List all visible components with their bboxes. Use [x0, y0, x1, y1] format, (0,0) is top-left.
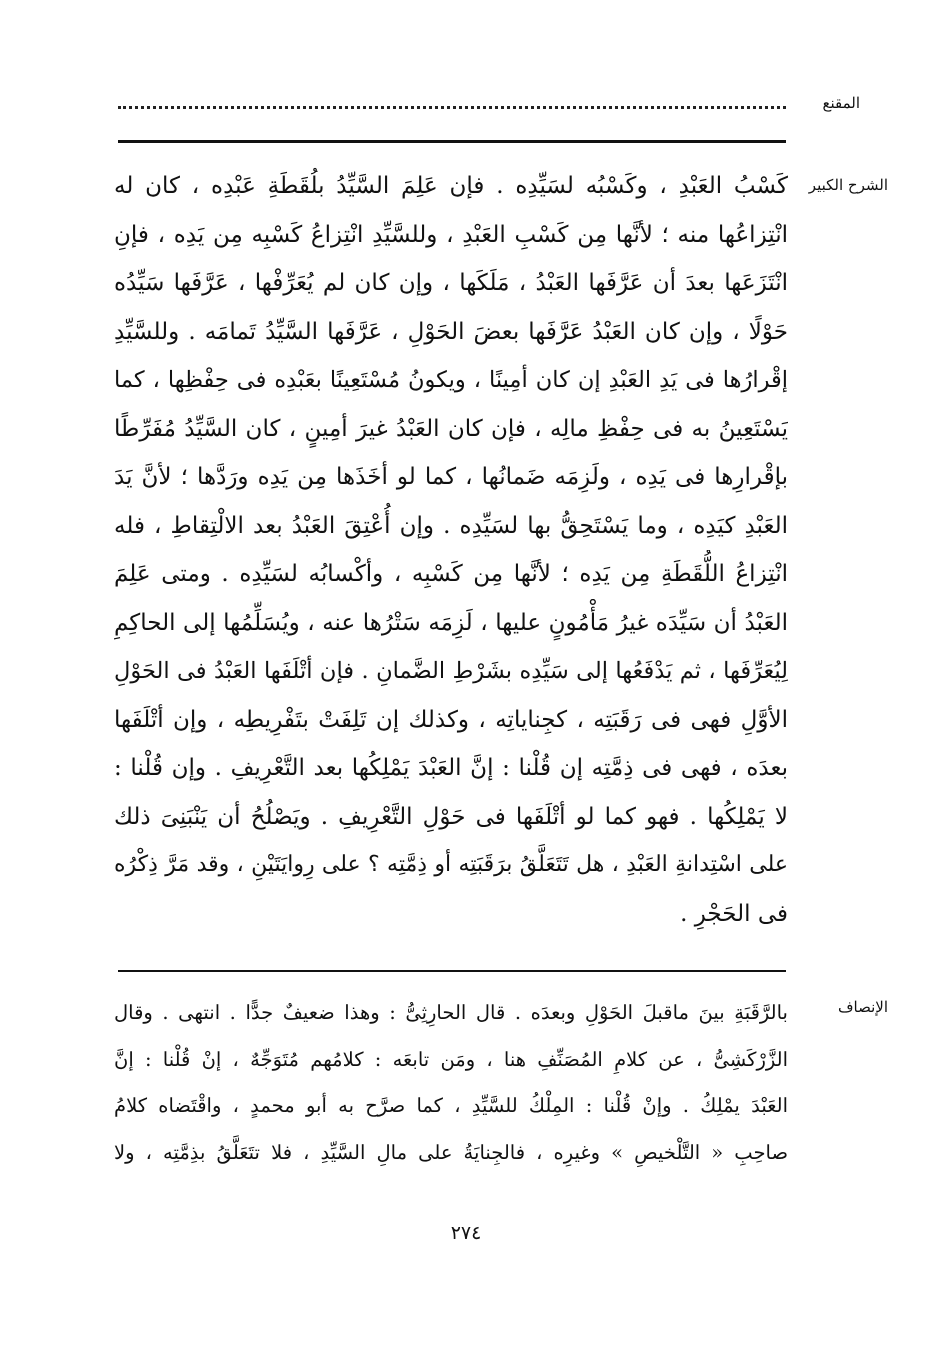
- side-label-insaf: الإنصاف: [837, 998, 888, 1016]
- insaf-footnote-text: [114, 990, 788, 1176]
- main-text-line: بعدَه ، فهى فى ذِمَّتِه إن قُلْنا : إنَّ العَبْدَ يَمْلِكُها بعد التَّعْرِيفِ . وإن قُلْنا :: [114, 755, 788, 781]
- main-commentary-text: [114, 162, 788, 938]
- main-text-line: يَسْتَعِينُ به فى حِفْظِ مالِه ، فإن كان العَبْدُ غيرَ أمِينٍ ، كان السَّيِّدُ مُفَرِّطًا: [114, 415, 788, 442]
- main-text-line: كَسْبُ العَبْدِ ، وكَسْبُه لسَيِّدِه . فإن عَلِمَ السَّيِّدُ بلُقَطَةِ عَبْدِه ، كان له: [114, 173, 788, 199]
- main-text-line: الأوَّلِ فهى فى رَقَبَتِه ، كجِناياتِه ، وكذلك إن تَلِفَتْ بتَفْرِيطِه ، وإن أتْلَفَها: [114, 706, 788, 733]
- main-text-line: انْتِزاعُها منه ؛ لأنَّها مِن كَسْبِ العَبْدِ ، وللسَّيِّدِ انْتِزاعُ كَسْبِه مِن يَدِه ، فإنِ: [114, 221, 788, 248]
- footnote-separator-rule: [118, 970, 786, 972]
- footnote-text-line: صاحِبِ « التَّلْخيصِ » وغيرِه ، فالجِنايَةُ على مالِ السَّيِّدِ ، فلا تتَعَلَّقُ بذِمَّتِه ، ولا: [114, 1140, 788, 1164]
- running-header-title: المقنع: [822, 94, 860, 112]
- side-label-commentary: الشرح الكبير: [808, 176, 888, 194]
- main-text-line: إقْرارُها فى يَدِ العَبْدِ إن كان أمِينًا ، ويكونُ مُسْتَعِينًا بعَبْدِه فى حِفْظِها ، كما: [114, 367, 788, 393]
- main-text-line: لِيُعَرِّفَها ، ثم يَدْفَعُها إلى سَيِّدِه بشَرْطِ الضَّمانِ . فإن أتْلَفَها العَبْدُ فى الحَوْلِ: [114, 658, 788, 684]
- header-rule: [118, 140, 786, 143]
- main-text-line: انْتِزاعُ اللُّقَطَةِ مِن يَدِه ؛ لأنَّها مِن كَسْبِه ، وأكْسابُه لسَيِّدِه . ومتى عَلِمَ: [114, 561, 788, 587]
- footnote-text-line: بالرَّقَبَةِ بينَ ماقبلَ الحَوْلِ وبعدَه . قال الحارِثِىُّ : وهذا ضعيفٌ جدًّا . انتهى . وقال: [114, 1001, 788, 1024]
- footnote-text-line: العَبْدَ يمْلِكُ . وإنْ قُلْنا : المِلْكُ للسَّيِّدِ ، كما صرَّح به أبو محمدٍ ، واقْتَضاه كلامُ: [114, 1094, 788, 1117]
- main-text-line: فى الحَجْرِ .: [680, 900, 788, 927]
- main-text-line: حَوْلًا ، وإن كان العَبْدُ عَرَّفَها بعضَ الحَوْلِ ، عَرَّفَها السَّيِّدُ تَمامَه . وللسَّيِّدِ: [114, 318, 788, 345]
- main-text-line: لا يَمْلِكُها . فهو كما لو أتْلَفَها فى حَوْلِ التَّعْرِيفِ . ويَصْلُحُ أن يَنْبَنِىَ ذلك: [114, 803, 788, 830]
- main-text-line: العَبْدُ أن سَيِّدَه غيرُ مَأْمُونٍ عليها ، لَزِمَه سَتْرُها عنه ، ويُسَلِّمُها إلى الحاكِمِ: [114, 609, 788, 636]
- header-dotted-rule: [118, 106, 786, 109]
- page-number: ٢٧٤: [450, 1222, 482, 1244]
- footnote-text-line: الزَّرْكَشِىُّ ، عن كلامِ المُصَنِّفِ هنا ، ومَن تابعَه : كلامُهم مُتَوَجِّهٌ ، إنْ قُلْنا : إنَّ: [114, 1047, 788, 1071]
- main-text-line: على اسْتِدانةِ العَبْدِ ، هل تَتَعَلَّقُ برَقَبَتِه أو ذِمَّتِه ؟ على رِوايَتَيْنِ ، وقد مَرَّ ذِكْرُه: [114, 852, 788, 877]
- main-text-line: العَبْدِ كيَدِه ، وما يَسْتَحِقُّ بها لسَيِّدِه . وإن أُعْتِقَ العَبْدُ بعد الالْتِقاطِ ، فله: [114, 512, 788, 539]
- main-text-line: انْتَزَعَها بعدَ أن عَرَّفَها العَبْدُ ، مَلَكَها ، وإن كان لم يُعَرِّفْها ، عَرَّفَها سَيِّدُه: [114, 270, 788, 296]
- main-text-line: بإقْرارِها فى يَدِه ، ولَزِمَه ضَمانُها ، كما لو أخَذَها مِن يَدِه ورَدَّها ؛ لأنَّ يَدَ: [114, 464, 788, 490]
